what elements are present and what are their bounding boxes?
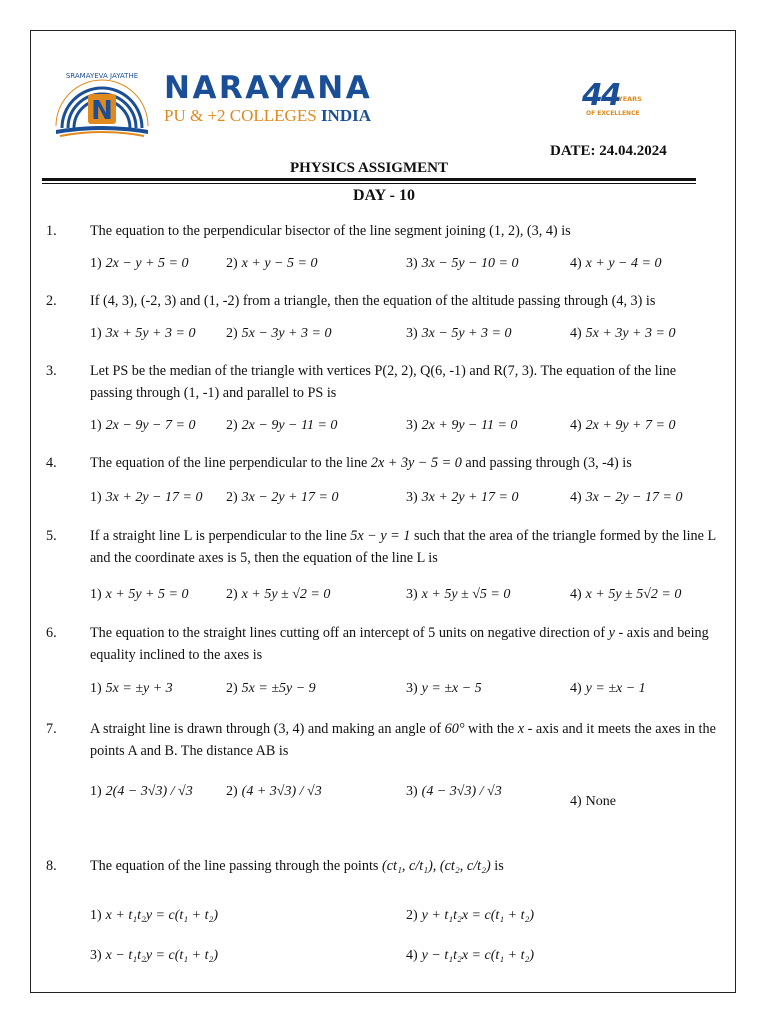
option-text: x + t₁t₂y = c(t₁ + t₂) — [105, 908, 219, 923]
option-text: 2x + 9y + 7 = 0 — [585, 418, 676, 433]
option-label: 4) — [570, 794, 582, 809]
question-number: 7. — [46, 721, 57, 737]
question-text-b: such that the area of the triangle formed by the line L and the coordinate axes is 5, then the equation of the line L is — [90, 528, 716, 566]
option-text: 3x − 5y − 10 = 0 — [421, 256, 519, 271]
question-number: 6. — [46, 625, 57, 641]
question-number: 4. — [46, 455, 57, 471]
option[interactable] — [226, 326, 331, 342]
question-number: 8. — [46, 858, 57, 874]
question-math: 60° — [444, 721, 465, 737]
question-text-b: - axis and being equality inclined to the axes is — [90, 625, 709, 663]
option[interactable] — [226, 587, 330, 603]
question-text: If (4, 3), (-2, 3) and (1, -2) from a triangle, then the equation of the altitude passing through (4, 3) is — [90, 293, 656, 309]
option-label: 1) — [90, 681, 102, 696]
option[interactable] — [90, 490, 202, 506]
option-text: 2x + 9y − 11 = 0 — [421, 418, 518, 433]
option-label: 4) — [406, 948, 418, 963]
option-text: x + y − 4 = 0 — [585, 256, 662, 271]
option-text: 2(4 − 3√3) / √3 — [105, 784, 193, 799]
option-label: 3) — [406, 256, 418, 271]
brand-name: NARAYANA — [164, 70, 373, 106]
option-text: 5x − 3y + 3 = 0 — [241, 326, 332, 341]
option-text: 3x − 2y + 17 = 0 — [241, 490, 339, 505]
option-text: 2x − 9y − 7 = 0 — [105, 418, 196, 433]
option-text: x + 5y ± √2 = 0 — [241, 587, 331, 602]
option-label: 3) — [90, 948, 102, 963]
option-label: 2) — [226, 490, 238, 505]
option[interactable] — [90, 256, 188, 272]
option[interactable] — [570, 418, 675, 434]
option-text: x + 5y ± √5 = 0 — [421, 587, 511, 602]
option-label: 3) — [406, 587, 418, 602]
question-math: y — [608, 625, 615, 641]
question-math: (ct₁, c/t₁), (ct₂, c/t₂) — [381, 858, 491, 874]
question-text-b: and passing through (3, -4) is — [461, 455, 632, 471]
question-text-b: is — [490, 858, 504, 874]
option-label: 3) — [406, 326, 418, 341]
option-label: 1) — [90, 418, 102, 433]
option[interactable] — [570, 256, 661, 272]
question-text — [90, 525, 722, 569]
option-text: x + y − 5 = 0 — [241, 256, 318, 271]
option[interactable] — [226, 784, 322, 800]
option[interactable] — [406, 784, 502, 800]
option-text: (4 + 3√3) / √3 — [241, 784, 322, 799]
option-text: 3x + 5y + 3 = 0 — [105, 326, 196, 341]
option-label: 4) — [570, 681, 582, 696]
option-label: 3) — [406, 490, 418, 505]
question-number: 3. — [46, 363, 57, 379]
option-label: 1) — [90, 908, 102, 923]
option[interactable] — [90, 784, 193, 800]
option-text: 2x − 9y − 11 = 0 — [241, 418, 338, 433]
date: DATE: 24.04.2024 — [550, 143, 667, 159]
option[interactable] — [226, 256, 317, 272]
option-label: 4) — [570, 587, 582, 602]
option[interactable] — [406, 418, 517, 434]
option-label: 3) — [406, 681, 418, 696]
option-text: x + 5y ± 5√2 = 0 — [585, 587, 682, 602]
badge-number: 44 — [582, 78, 620, 113]
option-label: 2) — [226, 587, 238, 602]
option-label: 3) — [406, 418, 418, 433]
question-math: 5x − y = 1 — [350, 528, 411, 544]
option-label: 2) — [226, 681, 238, 696]
option-text: x + 5y + 5 = 0 — [105, 587, 189, 602]
option-label: 1) — [90, 256, 102, 271]
option[interactable] — [406, 908, 534, 924]
option[interactable] — [90, 908, 218, 924]
emblem-letter: N — [91, 96, 113, 126]
option-label: 4) — [570, 418, 582, 433]
question-number: 2. — [46, 293, 57, 309]
option[interactable] — [570, 587, 681, 603]
question-text — [90, 718, 722, 762]
brand-subtitle-country: INDIA — [320, 106, 371, 125]
question-text-a: The equation to the straight lines cutting off an intercept of 5 units on negative direction of — [90, 625, 609, 641]
option-label: 1) — [90, 326, 102, 341]
option-text: None — [585, 794, 616, 809]
option-label: 1) — [90, 784, 102, 799]
option[interactable] — [570, 326, 675, 342]
option[interactable] — [406, 948, 534, 964]
option[interactable] — [406, 587, 510, 603]
question-text-a: The equation of the line perpendicular to the line — [90, 455, 371, 471]
option-text: 2x − y + 5 = 0 — [105, 256, 189, 271]
badge-years: YEARS — [618, 95, 642, 103]
question-text-a: If a straight line L is perpendicular to the line — [90, 528, 351, 544]
question-math: 2x + 3y − 5 = 0 — [370, 455, 462, 471]
option-text: 5x = ±5y − 9 — [241, 681, 316, 696]
anniversary-badge — [582, 78, 654, 122]
question-text: The equation to the perpendicular bisector of the line segment joining (1, 2), (3, 4) is — [90, 223, 571, 239]
option[interactable] — [90, 587, 188, 603]
badge-excellence: OF EXCELLENCE — [586, 110, 640, 117]
option-label: 2) — [226, 256, 238, 271]
day-heading: DAY - 10 — [353, 187, 415, 204]
option[interactable] — [226, 490, 338, 506]
option[interactable] — [90, 681, 173, 697]
question-text-mid: with the — [464, 721, 518, 737]
option-label: 2) — [226, 784, 238, 799]
question-text — [90, 855, 722, 877]
option-text: (4 − 3√3) / √3 — [421, 784, 502, 799]
option[interactable] — [90, 326, 195, 342]
brand-subtitle — [164, 106, 371, 126]
option-label: 1) — [90, 490, 102, 505]
option[interactable] — [226, 681, 316, 697]
option-text: y = ±x − 5 — [421, 681, 482, 696]
option-text: 5x = ±y + 3 — [105, 681, 173, 696]
option[interactable] — [406, 326, 511, 342]
option[interactable] — [90, 418, 195, 434]
option[interactable] — [570, 681, 646, 697]
option-text: y + t₁t₂x = c(t₁ + t₂) — [421, 908, 535, 923]
question-text-a: A straight line is drawn through (3, 4) and making an angle of — [90, 721, 445, 737]
option[interactable] — [406, 256, 518, 272]
question-number: 1. — [46, 223, 57, 239]
option[interactable] — [406, 490, 518, 506]
option-label: 4) — [570, 326, 582, 341]
option-label: 2) — [226, 418, 238, 433]
question-text-a: The equation of the line passing through the points — [90, 858, 382, 874]
question-math-2: x — [517, 721, 525, 737]
option-text: 3x − 5y + 3 = 0 — [421, 326, 512, 341]
option-label: 4) — [570, 256, 582, 271]
option-text: x − t₁t₂y = c(t₁ + t₂) — [105, 948, 219, 963]
header — [46, 62, 686, 142]
option[interactable] — [570, 490, 682, 506]
option-text: 3x + 2y + 17 = 0 — [421, 490, 519, 505]
option-label: 2) — [226, 326, 238, 341]
option-text: y = ±x − 1 — [585, 681, 646, 696]
question-number: 5. — [46, 528, 57, 544]
option-label: 4) — [570, 490, 582, 505]
option-text: 3x − 2y − 17 = 0 — [585, 490, 683, 505]
question-text — [90, 622, 722, 666]
question-text-b: - axis and it meets the axes in the points A and B. The distance AB is — [90, 721, 716, 759]
question-text — [90, 452, 722, 474]
question-text: Let PS be the median of the triangle with vertices P(2, 2), Q(6, -1) and R(7, 3). The equation of the line passing through (1, -1) and parallel to PS is — [90, 363, 677, 401]
option-label: 2) — [406, 908, 418, 923]
emblem-motto: SRAMAYEVA JAYATHE — [65, 72, 139, 80]
option[interactable] — [90, 948, 218, 964]
option-label: 3) — [406, 784, 418, 799]
option[interactable] — [570, 794, 616, 810]
option-label: 1) — [90, 587, 102, 602]
divider-thick — [42, 178, 696, 181]
option-text: 5x + 3y + 3 = 0 — [585, 326, 676, 341]
brand-subtitle-prefix: PU & +2 COLLEGES — [164, 106, 321, 125]
option-text: 3x + 2y − 17 = 0 — [105, 490, 203, 505]
divider-thin — [42, 183, 696, 184]
option[interactable] — [406, 681, 482, 697]
option-text: y − t₁t₂x = c(t₁ + t₂) — [421, 948, 535, 963]
option[interactable] — [226, 418, 337, 434]
narayana-emblem-icon — [46, 64, 158, 140]
page-title: PHYSICS ASSIGMENT — [290, 160, 448, 176]
